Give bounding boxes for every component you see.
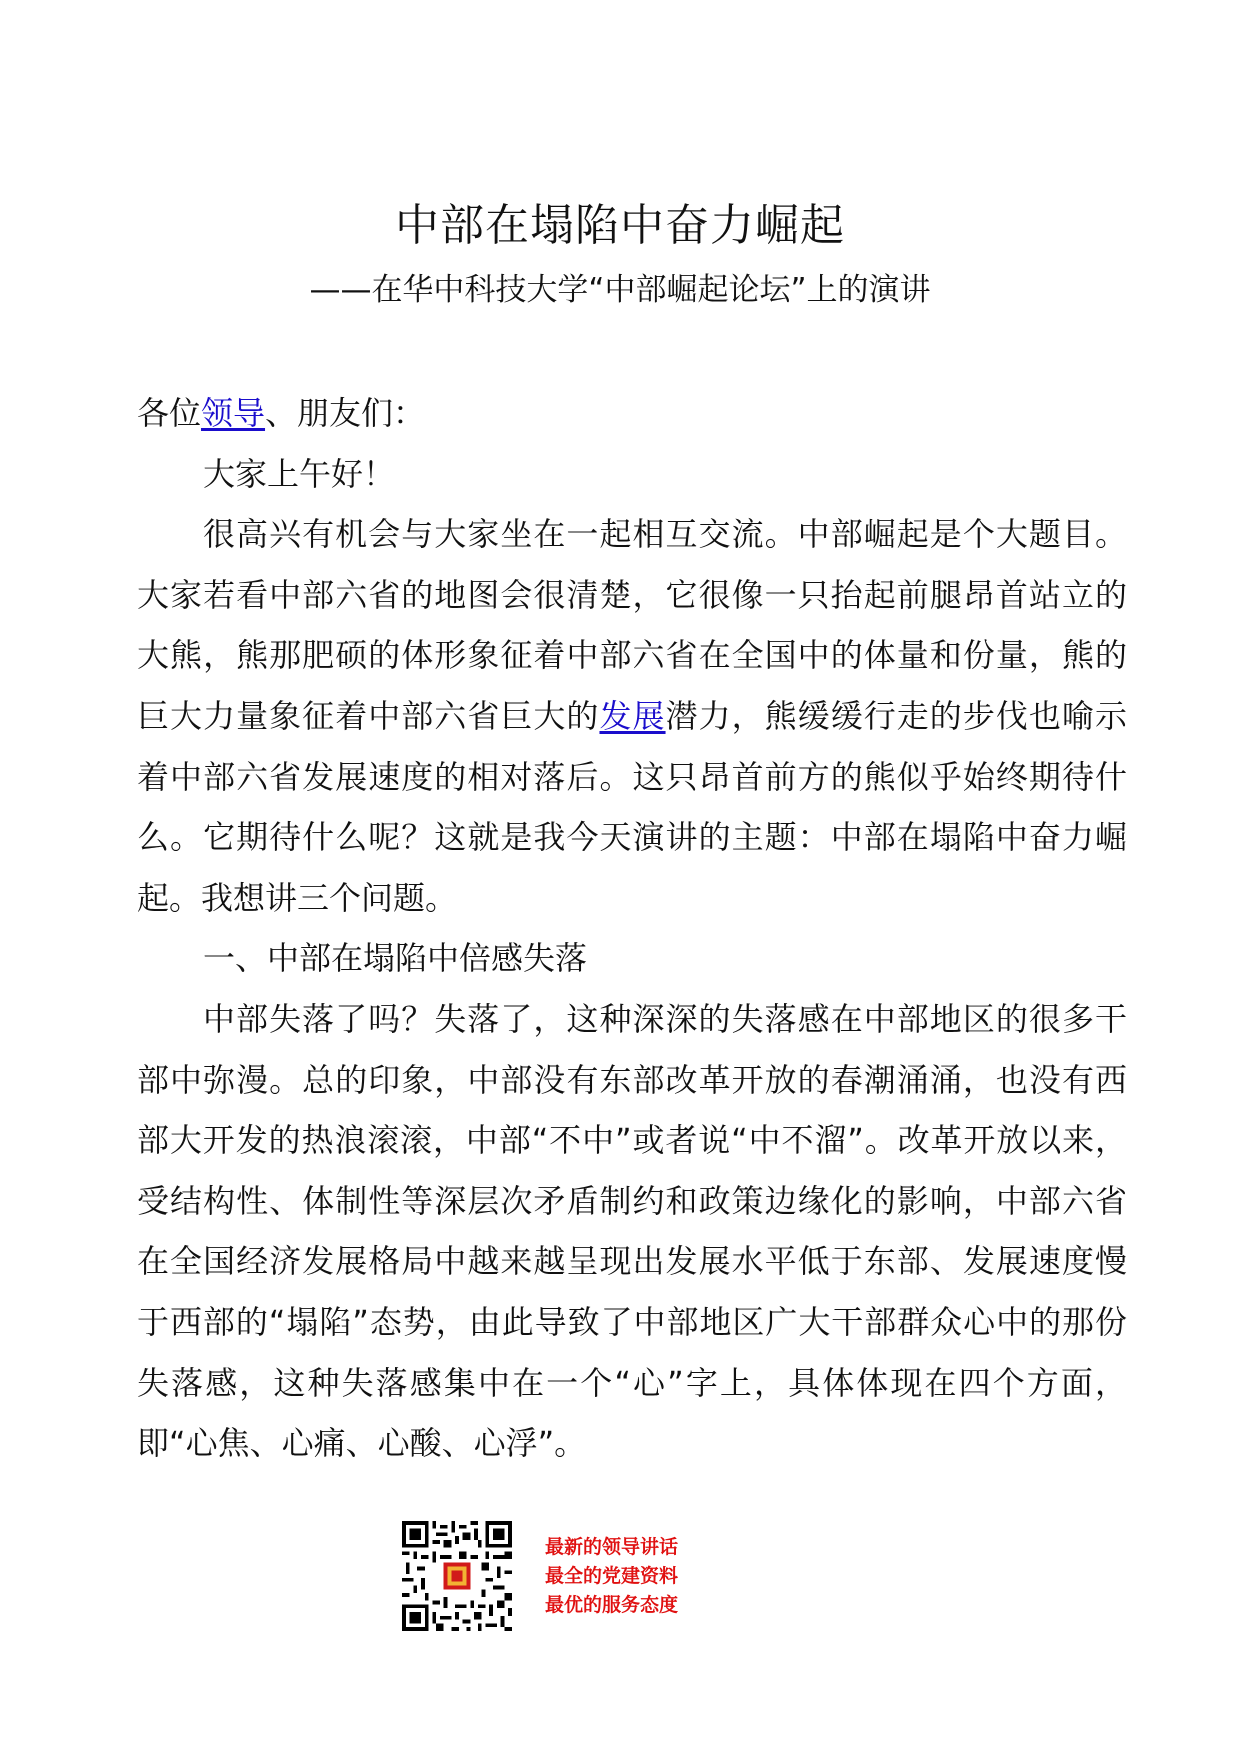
paragraph-intro-part2: 潜力，熊缓缓行走的步伐也喻示着中部六省发展速度的相对落后。这只昂首前方的熊似乎始终期待什么。它期待什么呢？这就是我今天演讲的主题：中部在塌陷中奋力崛起。我想讲三个问题。 — [137, 696, 1127, 917]
salutation — [137, 383, 1127, 444]
footer-promo — [402, 1521, 722, 1633]
paragraph-intro-part1: 很高兴有机会与大家坐在一起相互交流。中部崛起是个大题目。大家若看中部六省的地图会很清楚，它很像一只抬起前腿昂首站立的大熊，熊那肥硕的体形象征着中部六省在全国中的体量和份量，熊的巨大力量象征着中部六省巨大的 — [137, 515, 1127, 735]
slogan-list — [545, 1533, 678, 1620]
slogan-line-2: 最全的党建资料 — [545, 1565, 679, 1587]
paragraph-section-1: 中部失落了吗？失落了，这种深深的失落感在中部地区的很多干部中弥漫。总的印象，中部没有东部改革开放的春潮涌涌，也没有西部大开发的热浪滚滚，中部“不中”或者说“中不溜”。改革开放以来，受结构性、体制性等深层次矛盾制约和政策边缘化的影响，中部六省在全国经济发展格局中越来越呈现出发展水平低于东部、发展速度慢于西部的“塌陷”态势，由此导致了中部地区广大干部群众心中的那份失落感，这种失落感集中在一个“心”字上，具体体现在四个方面，即“心焦、心痛、心酸、心浮”。 — [137, 999, 1127, 1463]
section-heading-1: 一、中部在塌陷中倍感失落 — [203, 939, 588, 978]
leader-link[interactable]: 领导 — [201, 394, 266, 432]
paragraph-intro — [137, 504, 1127, 928]
document-body — [137, 383, 1127, 1474]
document-subtitle: ——在华中科技大学“中部崛起论坛”上的演讲 — [309, 272, 931, 308]
document-title: 中部在塌陷中奋力崛起 — [395, 200, 845, 251]
qr-code-icon — [402, 1521, 512, 1631]
slogan-line-1: 最新的领导讲话 — [545, 1536, 679, 1558]
salutation-after: 、朋友们： — [265, 394, 426, 432]
development-link[interactable]: 发展 — [599, 696, 666, 735]
salutation-before: 各位 — [137, 394, 202, 432]
greeting: 大家上午好！ — [203, 454, 396, 493]
slogan-line-3: 最优的服务态度 — [545, 1594, 679, 1616]
